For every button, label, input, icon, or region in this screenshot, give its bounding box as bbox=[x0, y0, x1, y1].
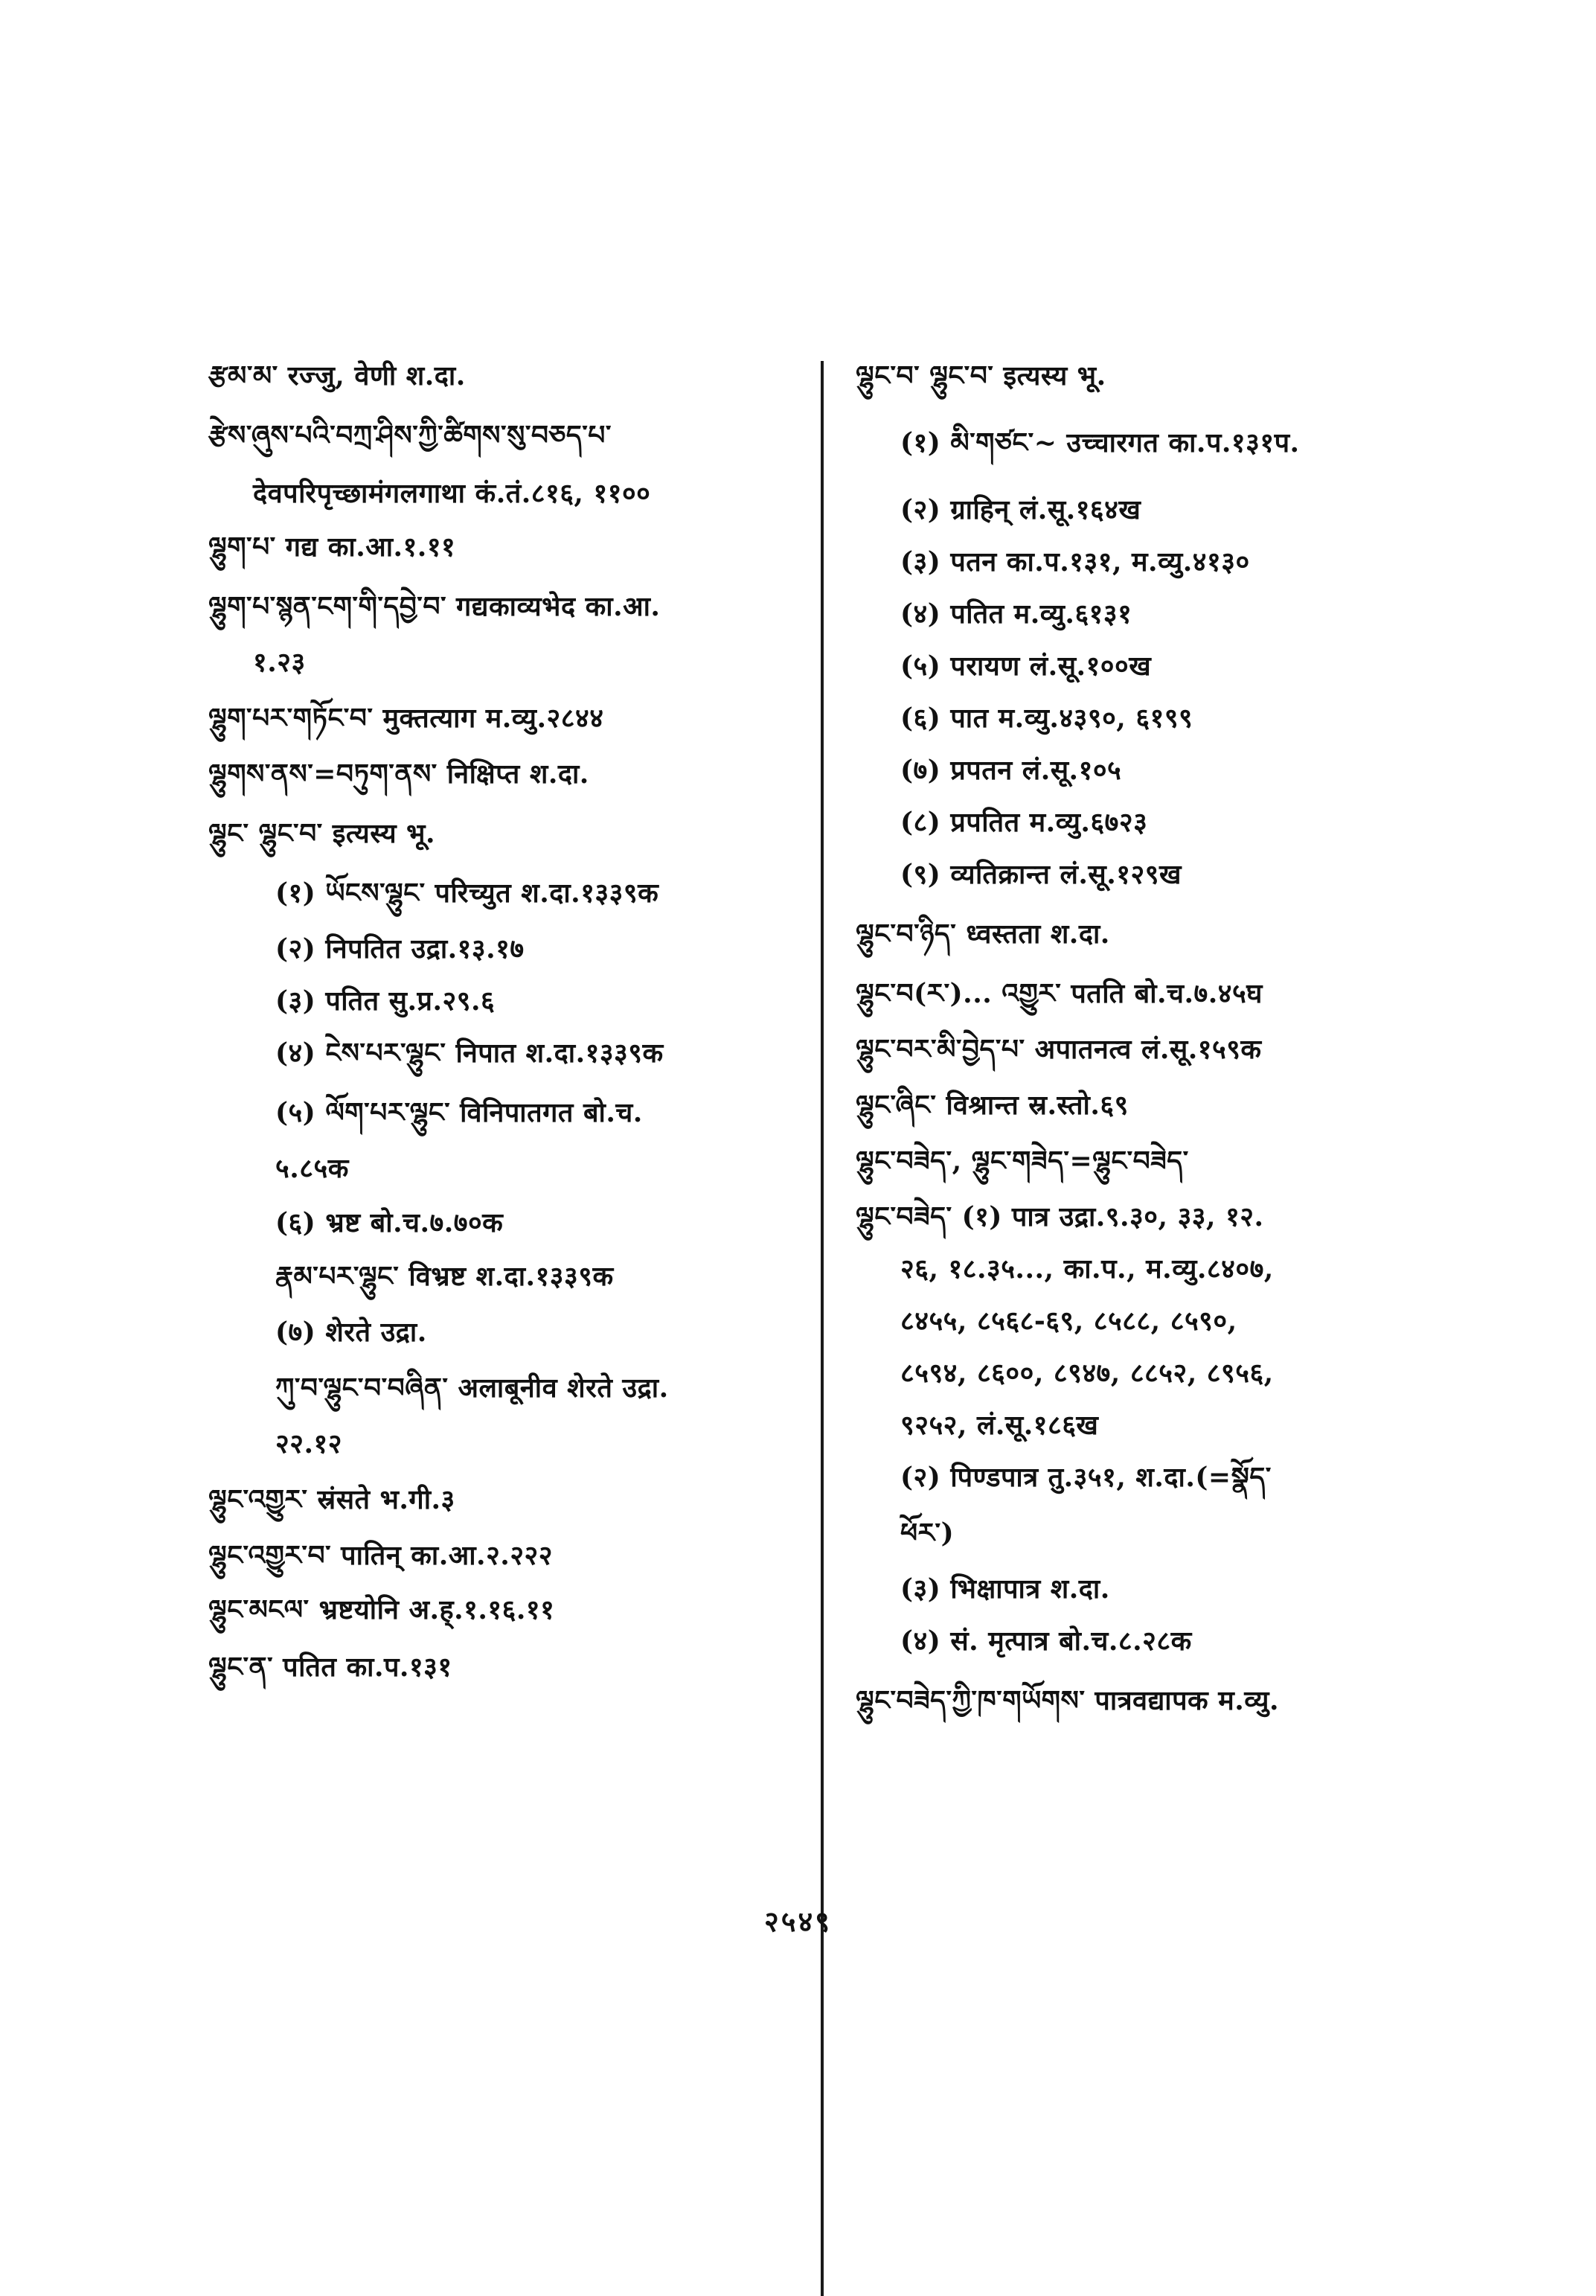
column-divider bbox=[821, 361, 824, 2296]
entry-line: (८) प्रपतित म.व्यु.६७२३ bbox=[900, 807, 1148, 838]
entry-line: (९) व्यतिक्रान्त लं.सू.१२९ख bbox=[900, 859, 1182, 890]
entry-line: ལྷུགས་ནས་=བཏུག་ནས་ निक्षिप्त श.दा. bbox=[208, 758, 589, 790]
entry-line: ལྷུང་འགྱུར་བ་ पातिन् का.आ.२.२२२ bbox=[208, 1540, 554, 1571]
entry-line: देवपरिपृच्छामंगलगाथा कं.तं.८१६, ११०० bbox=[253, 478, 651, 509]
entry-line: ལྷུང་བཟེད་, ལྷུང་གཟེད་=ལྷུང་བཟེད་ bbox=[856, 1145, 1189, 1177]
entry-line: ལྷུང་ན་ पतित का.प.१३१ bbox=[208, 1651, 452, 1683]
entry-line: ལྷུང་བ་ཉིད་ ध्वस्तता श.दा. bbox=[856, 918, 1110, 950]
entry-line: ཕོར་) bbox=[900, 1518, 955, 1549]
entry-line: १.२३ bbox=[253, 647, 306, 678]
entry-line: (३) पतन का.प.१३१, म.व्यु.४१३० bbox=[900, 546, 1250, 578]
entry-line: (१) མི་གཙང་~ उच्चारगत का.प.१३१प. bbox=[900, 427, 1300, 458]
entry-line: ८४५५, ८५६८-६९, ८५८८, ८५९०, bbox=[900, 1305, 1237, 1337]
entry-line: རྩམ་མ་ रज्जु, वेणी श.दा. bbox=[208, 360, 466, 391]
entry-line: རྩེས་ཞུས་པའི་བཀྲ་ཤིས་ཀྱི་ཚིགས་སུ་བཅད་པ་ bbox=[208, 420, 612, 451]
page-number: २५४९ bbox=[763, 1905, 833, 1938]
entry-line: ལྷུང་ཞིང་ विश्रान्त स्र.स्तो.६९ bbox=[856, 1090, 1129, 1121]
entry-line: ལྷུང་བཟེད་ (१) पात्र उद्रा.९.३०, ३३, १२. bbox=[856, 1201, 1264, 1232]
entry-line: ལྷུང་བ་ ལྷུང་བ་ इत्यस्य भू. bbox=[856, 360, 1106, 391]
entry-line: (२) निपतित उद्रा.१३.१७ bbox=[275, 933, 525, 965]
entry-line: (७) प्रपतन लं.सू.१०५ bbox=[900, 755, 1122, 786]
entry-line: (५) परायण लं.सू.१००ख bbox=[900, 650, 1152, 682]
entry-line: २२.१२ bbox=[275, 1428, 342, 1459]
entry-line: ལྷུག་པ་སྙན་ངག་གི་དབྱེ་བ་ गद्यकाव्यभेद का.आ. bbox=[208, 591, 661, 622]
entry-line: ལྷུང་བཟེད་ཀྱི་ཁ་གཡོགས་ पात्रवद्यापक म.व्यु. bbox=[856, 1685, 1279, 1716]
entry-line: (६) भ्रष्ट बो.च.७.७०क bbox=[275, 1207, 504, 1238]
entry-line: ९२५२, लं.सू.१८६ख bbox=[900, 1410, 1099, 1441]
entry-line: རྣམ་པར་ལྷུང་ विभ्रष्ट श.दा.१३३९क bbox=[275, 1261, 614, 1292]
entry-line: (२) ग्राहिन् लं.सू.१६४ख bbox=[900, 494, 1141, 525]
entry-line: (४) सं. मृत्पात्र बो.च.८.२८क bbox=[900, 1625, 1192, 1657]
entry-line: (१) ཡོངས་ལྷུང་ परिच्युत श.दा.१३३९क bbox=[275, 877, 659, 909]
entry-line: ལྷུང་མངལ་ भ्रष्टयोनि अ.ह्.१.१६.११ bbox=[208, 1594, 555, 1625]
entry-line: (३) पतित सु.प्र.२९.६ bbox=[275, 985, 496, 1017]
entry-line: ལྷུང་འགྱུར་ स्रंसते भ.गी.३ bbox=[208, 1484, 455, 1515]
entry-line: (४) ངེས་པར་ལྷུང་ निपात श.दा.१३३९क bbox=[275, 1037, 664, 1069]
entry-line: २६, १८.३५..., का.प., म.व्यु.८४०७, bbox=[900, 1253, 1274, 1285]
entry-line: ལྷུང་བ(ར་)... འགྱུར་ पतति बो.च.७.४५घ bbox=[856, 978, 1263, 1009]
entry-line: (५) ལོག་པར་ལྷུང་ विनिपातगत बो.च. bbox=[275, 1097, 643, 1128]
entry-line: ལྷུག་པར་གཏོང་བ་ मुक्तत्याग म.व्यु.२८४४ bbox=[208, 703, 604, 734]
entry-line: ཀུ་བ་ལྷུང་བ་བཞིན་ अलाबूनीव शेरते उद्रा. bbox=[275, 1372, 669, 1404]
entry-line: ལྷུང་ ལྷུང་བ་ इत्यस्य भू. bbox=[208, 818, 436, 849]
entry-line: (३) भिक्षापात्र श.दा. bbox=[900, 1573, 1110, 1605]
entry-line: (४) पतित म.व्यु.६१३१ bbox=[900, 598, 1132, 630]
entry-line: ८५९४, ८६००, ८९४७, ८८५२, ८९५६, bbox=[900, 1358, 1274, 1389]
entry-line: ५.८५क bbox=[275, 1153, 349, 1184]
entry-line: (७) शेरते उद्रा. bbox=[275, 1317, 427, 1348]
entry-line: ལྷུག་པ་ गद्य का.आ.१.११ bbox=[208, 531, 456, 563]
entry-line: ལྷུང་བར་མི་བྱེད་པ་ अपातनत्व लं.सू.१५९क bbox=[856, 1034, 1262, 1065]
entry-line: (२) पिण्डपात्र तु.३५१, श.दा.(=སྣོད་ bbox=[900, 1462, 1272, 1493]
entry-line: (६) पात म.व्यु.४३९०, ६१९९ bbox=[900, 703, 1193, 734]
